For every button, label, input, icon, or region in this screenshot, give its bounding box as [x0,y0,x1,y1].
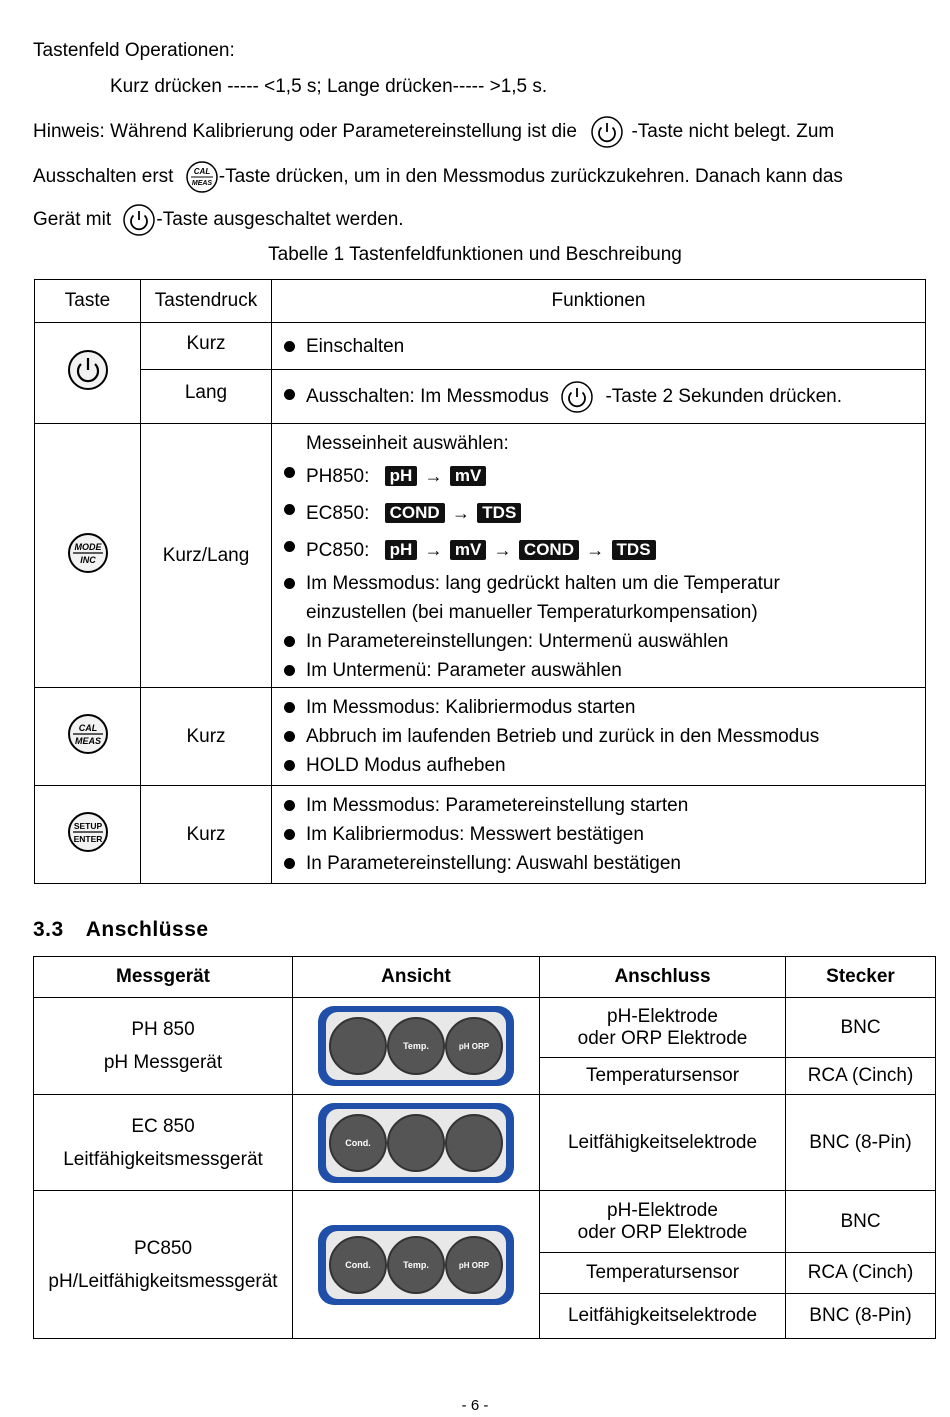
table-row [35,323,926,370]
connector-cell: Temperatursensor [540,1058,786,1095]
power-icon [122,203,156,237]
device-type: Leitfähigkeitsmessgerät [63,1148,263,1170]
cond-tag: COND [519,540,579,560]
column-header: Messgerät [34,957,293,998]
press-type: Kurz [141,323,272,370]
plug-cell: RCA (Cinch) [786,1058,936,1095]
plug-cell: BNC (8-Pin) [786,1095,936,1191]
list-item: In Parametereinstellungen: Untermenü auswählen [284,627,925,656]
table-row [35,424,926,688]
mode-label: MODE [74,541,101,552]
column-header: Anschluss [540,957,786,998]
ph-tag: pH [385,466,418,486]
item-text: -Taste 2 Sekunden drücken. [605,385,843,407]
press-type: Lang [141,370,272,424]
list-item: Im Messmodus: lang gedrückt halten um die Temperatur [284,569,925,598]
socket-label: Cond. [345,1259,371,1270]
note-text: -Taste drücken, um in den Messmodus zurückzukehren. Danach kann das [218,166,843,188]
device-name-cell [34,998,293,1095]
list-item: Messeinheit auswählen: [306,432,509,454]
item-text: Ausschalten: Im Messmodus [306,385,549,407]
connector-cell: Leitfähigkeitselektrode [540,1294,786,1339]
arrow: → [493,539,512,560]
device-name-cell [34,1191,293,1339]
power-icon [590,115,624,149]
item-text: EC850: [306,502,370,524]
connector-name: oder ORP Elektrode [577,1221,748,1243]
device-type: pH Messgerät [103,1052,223,1073]
device-view-cell [293,1095,540,1191]
section-heading [33,918,209,942]
note-text: Ausschalten erst [33,166,174,188]
tds-tag: TDS [612,540,656,560]
item-text: PH850: [306,465,370,487]
device-model: PC850 [133,1237,193,1259]
connector-cell [540,1191,786,1253]
device-model: PH 850 [131,1019,195,1040]
function-cell [272,370,926,424]
connector-cell [540,998,786,1058]
list-item: Im Untermenü: Parameter auswählen [284,656,925,685]
list-item: Einschalten [284,332,925,361]
socket-label: pH ORP [458,1042,490,1051]
connector-name: pH-Elektrode [607,1199,718,1221]
note-line-1 [33,115,834,149]
mv-tag: mV [450,466,486,486]
list-item [284,380,925,414]
power-icon [67,349,109,391]
ph-tag: pH [385,540,418,560]
press-type: Kurz [141,688,272,786]
key-cell [35,688,141,786]
device-connector-image [316,1101,516,1185]
function-cell [272,786,926,884]
list-item: Abbruch im laufenden Betrieb und zurück in den Messmodus [284,722,925,751]
arrow: → [452,502,470,523]
list-item: Im Kalibriermodus: Messwert bestätigen [284,820,925,849]
key-cell [35,323,141,424]
table-row [34,1095,936,1191]
keypad-function-table [34,279,926,884]
mv-tag: mV [450,540,486,560]
inc-label: INC [79,554,96,565]
column-header: Ansicht [293,957,540,998]
arrow: → [586,539,605,560]
item-text: PC850: [306,539,370,561]
socket [446,1115,502,1171]
socket [388,1115,444,1171]
cal-label: CAL [78,722,97,733]
table-header-row [34,957,936,998]
device-connector-image [316,1223,516,1307]
plug-cell: BNC (8-Pin) [786,1294,936,1339]
table-header-row [35,280,926,323]
press-duration-line: Kurz drücken ----- <1,5 s; Lange drücken----- >1,5 s. [110,76,548,97]
socket-label: Temp. [403,1041,429,1051]
table-row [35,688,926,786]
device-view-cell [293,998,540,1095]
arrow: → [424,465,443,486]
socket-label: Temp. [403,1259,429,1270]
mode-inc-icon [67,532,109,574]
note-text: -Taste nicht belegt. Zum [631,121,835,143]
page-number: - 6 - [461,1397,489,1414]
setup-label: SETUP [73,820,102,831]
setup-enter-icon [67,811,109,853]
list-item: Im Messmodus: Kalibriermodus starten [284,693,925,722]
keypad-heading: Tastenfeld Operationen: [33,40,235,61]
socket-label: Cond. [345,1137,371,1148]
list-item-continuation: einzustellen (bei manueller Temperaturkompensation) [306,601,758,623]
tds-tag: TDS [477,503,521,523]
device-model: EC 850 [131,1115,195,1137]
connector-name: pH-Elektrode [607,1005,718,1027]
cal-meas-icon [67,713,109,755]
device-connector-image [316,1004,516,1088]
column-header: Funktionen [272,280,926,323]
list-item: In Parametereinstellung: Auswahl bestätigen [284,849,925,878]
connector-cell: Temperatursensor [540,1253,786,1294]
table-row [35,370,926,424]
connector-cell: Leitfähigkeitselektrode [540,1095,786,1191]
cond-tag: COND [385,503,445,523]
arrow: → [424,539,443,560]
meas-label: MEAS [191,180,212,187]
list-item: Im Messmodus: Parametereinstellung starten [284,791,925,820]
list-item: HOLD Modus aufheben [284,751,925,780]
press-type: Kurz/Lang [141,424,272,688]
connections-table [33,956,936,1339]
cal-meas-icon [185,160,219,194]
list-item [284,495,925,532]
section-number: 3.3 [33,918,64,941]
socket-label: pH ORP [458,1260,490,1270]
note-text: -Taste ausgeschaltet werden. [156,209,404,231]
press-type: Kurz [141,786,272,884]
table-row [35,786,926,884]
section-title: Anschlüsse [85,918,209,941]
note-text: Gerät mit [33,209,112,231]
function-cell [272,424,926,688]
enter-label: ENTER [73,833,102,844]
note-line-3 [33,203,404,237]
table-caption: Tabelle 1 Tastenfeldfunktionen und Beschreibung [268,244,682,265]
cal-label: CAL [193,167,210,176]
key-cell [35,786,141,884]
list-item [284,458,925,495]
power-icon [560,380,594,414]
plug-cell: BNC [786,1191,936,1253]
column-header: Taste [35,280,141,323]
column-header: Tastendruck [141,280,272,323]
note-text: Hinweis: Während Kalibrierung oder Parametereinstellung ist die [33,121,577,143]
plug-cell: RCA (Cinch) [786,1253,936,1294]
device-view-cell [293,1191,540,1339]
device-name-cell [34,1095,293,1191]
socket [330,1018,386,1074]
connector-name: oder ORP Elektrode [577,1027,748,1049]
device-type: pH/Leitfähigkeitsmessgerät [48,1270,278,1292]
key-cell [35,424,141,688]
table-row [34,998,936,1058]
function-cell [272,323,926,370]
list-item [284,532,925,569]
meas-label: MEAS [74,735,101,746]
plug-cell: BNC [786,998,936,1058]
column-header: Stecker [786,957,936,998]
table-row [34,1191,936,1253]
note-line-2 [33,160,843,194]
function-cell [272,688,926,786]
